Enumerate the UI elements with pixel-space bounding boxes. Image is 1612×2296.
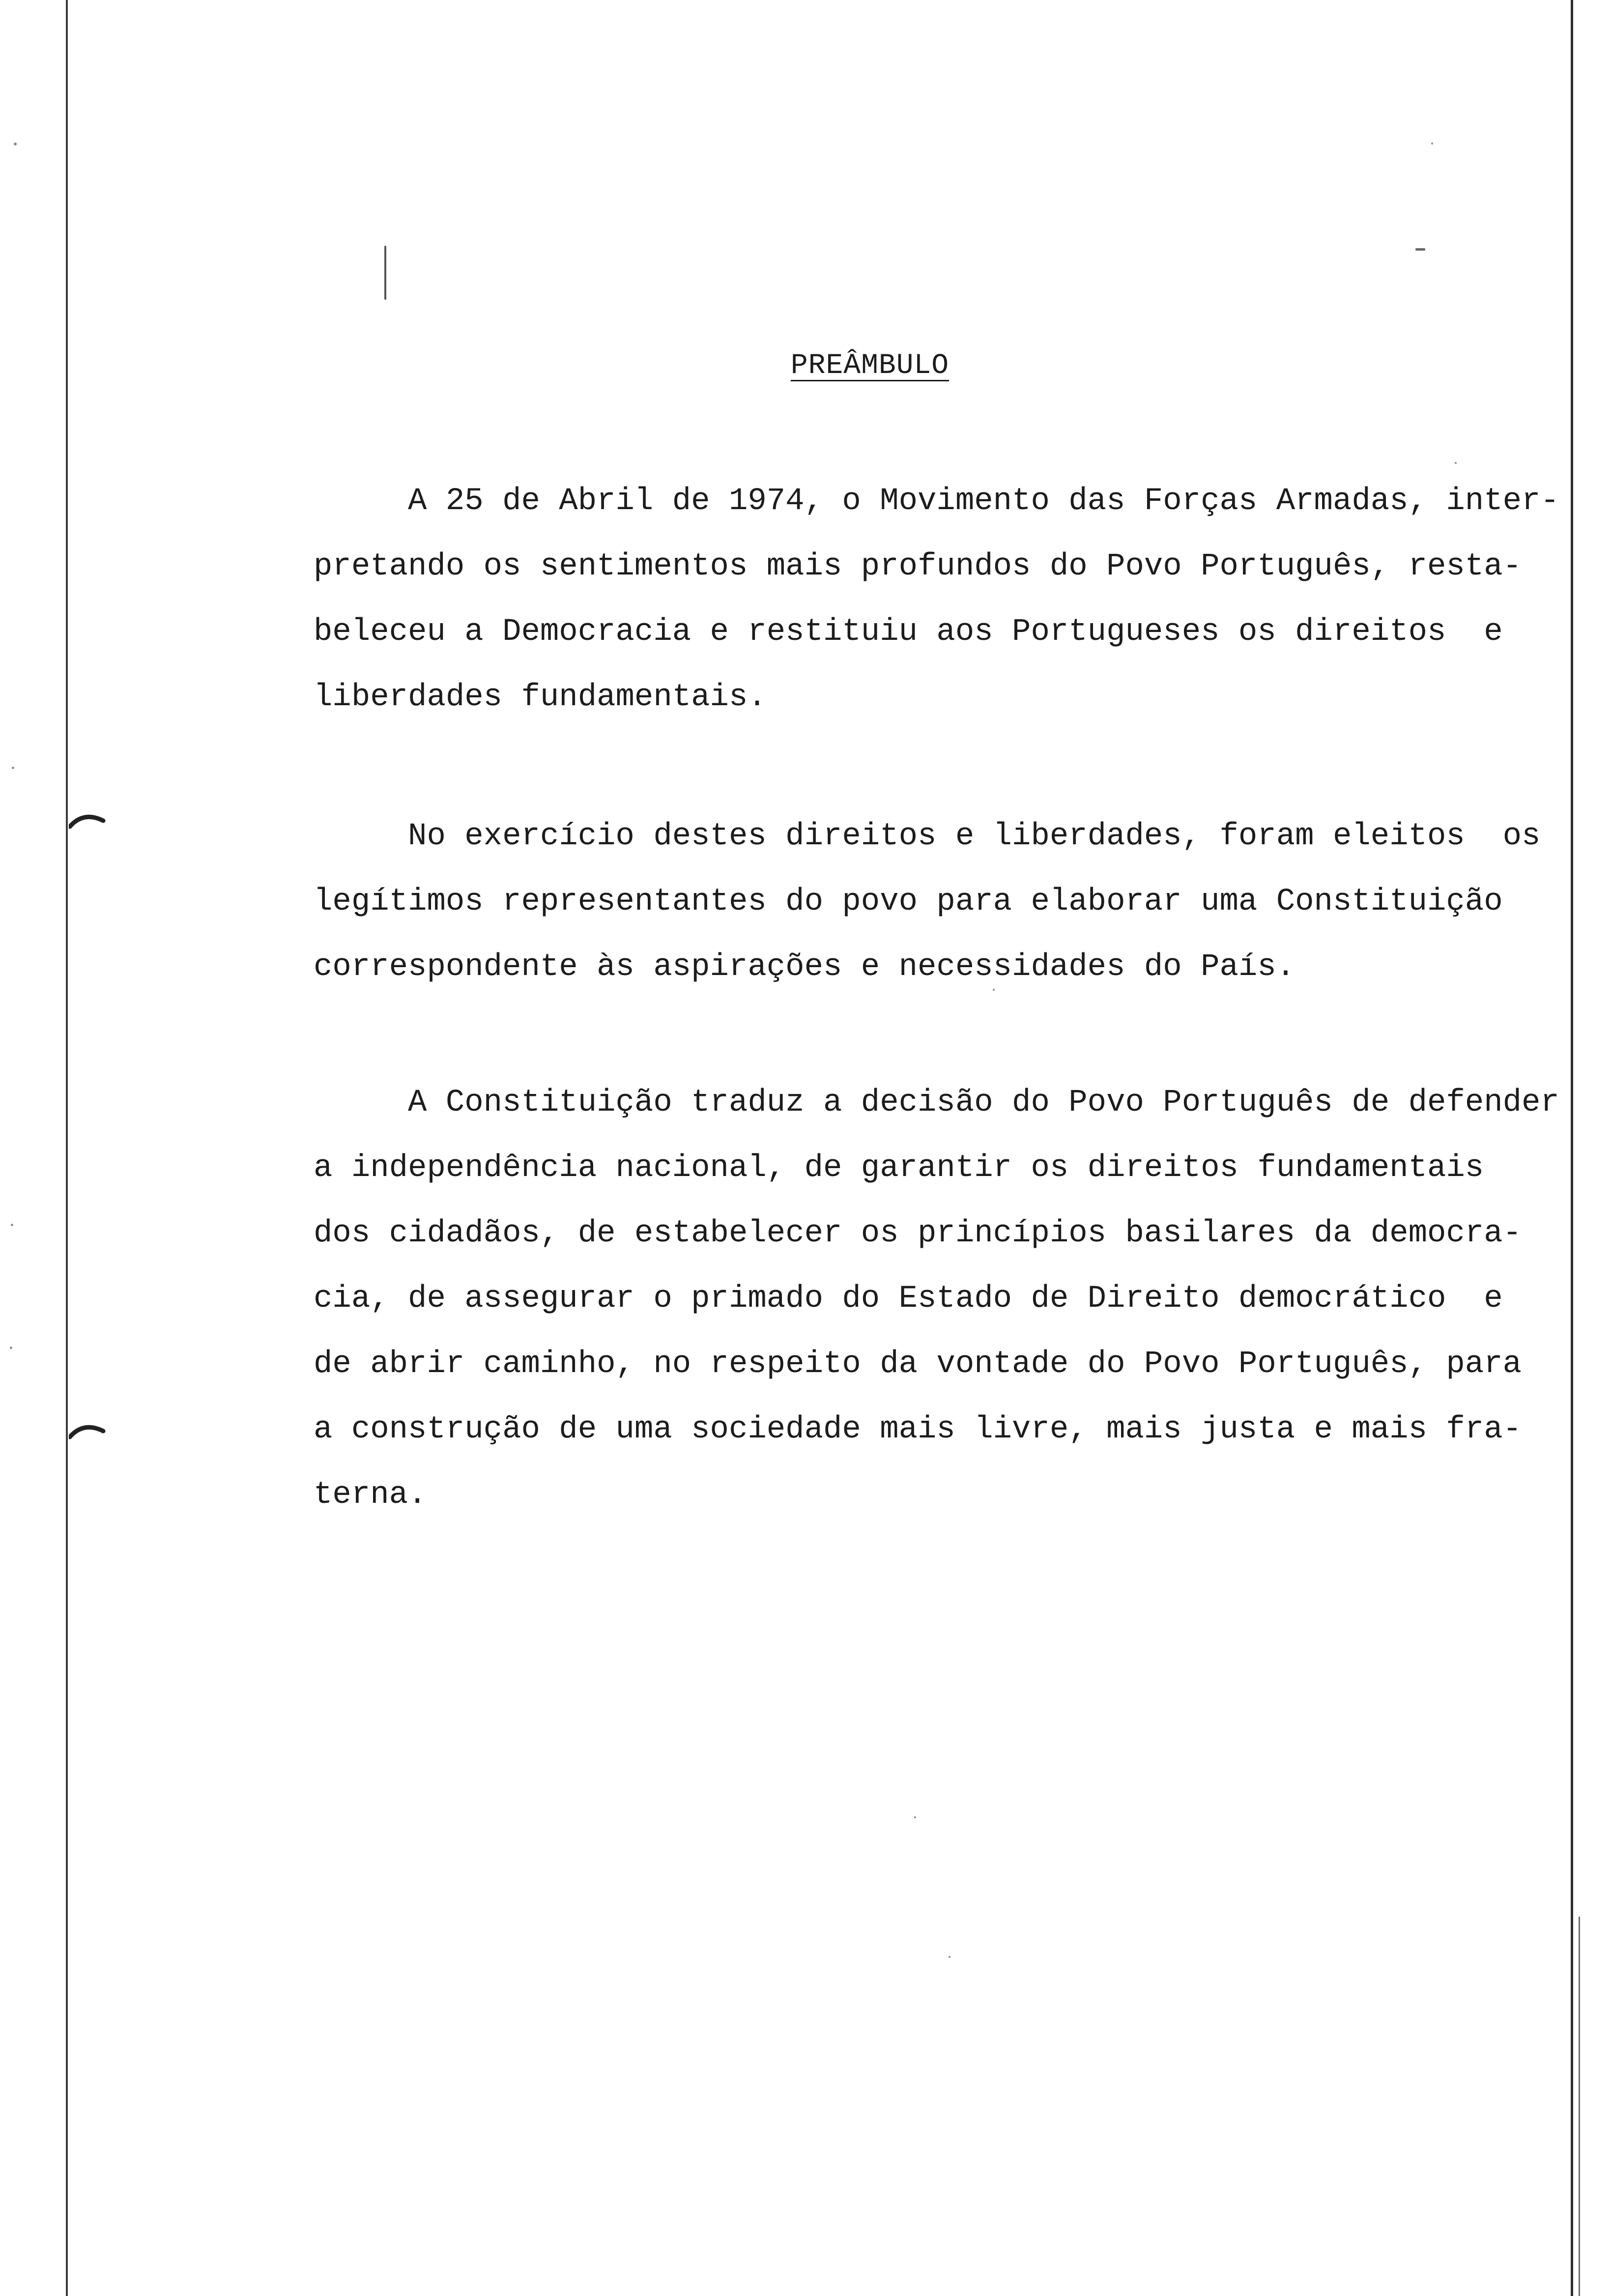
text-line: dos cidadãos, de estabelecer os princípios basilares da democra- [314, 1216, 1522, 1251]
paragraph-1 [314, 469, 1582, 730]
scan-artifact-stroke [384, 246, 386, 300]
scan-speck [1455, 462, 1457, 464]
scan-speck [11, 1224, 13, 1226]
scan-speck [12, 767, 14, 769]
punch-hole-mark-icon [69, 806, 113, 835]
text-line: beleceu a Democracia e restituiu aos Portugueses os direitos e [314, 614, 1503, 650]
paragraph-3 [314, 1070, 1582, 1528]
scan-speck [1431, 143, 1433, 144]
scan-speck [14, 143, 17, 145]
left-margin-rule [66, 0, 68, 2296]
punch-hole-mark-icon [69, 1416, 113, 1446]
scan-speck [949, 1956, 950, 1958]
scan-speck [914, 1816, 916, 1818]
text-line: terna. [314, 1477, 427, 1513]
scan-speck [1415, 248, 1425, 251]
text-line: A Constituição traduz a decisão do Povo Português de defender [314, 1085, 1559, 1120]
text-line: liberdades fundamentais. [314, 680, 767, 715]
scan-speck [10, 1347, 12, 1349]
text-line: legítimos representantes do povo para elaborar uma Constituição [314, 884, 1503, 919]
text-line: No exercício destes direitos e liberdades, foram eleitos os [314, 819, 1541, 854]
text-line: pretando os sentimentos mais profundos do Povo Português, resta- [314, 549, 1522, 584]
text-line: a independência nacional, de garantir os direitos fundamentais [314, 1150, 1484, 1186]
text-line: de abrir caminho, no respeito da vontade do Povo Português, para [314, 1347, 1522, 1382]
text-line: a construção de uma sociedade mais livre, mais justa e mais fra- [314, 1412, 1522, 1447]
text-line: cia, de assegurar o primado do Estado de Direito democrático e [314, 1281, 1503, 1317]
text-line: correspondente às aspirações e necessidades do País. [314, 949, 1295, 985]
page-title: PREÂMBULO [790, 350, 950, 382]
text-line: A 25 de Abril de 1974, o Movimento das Forças Armadas, inter- [314, 484, 1559, 519]
paragraph-2 [314, 804, 1582, 1000]
right-edge-shadow [1579, 1917, 1580, 2296]
